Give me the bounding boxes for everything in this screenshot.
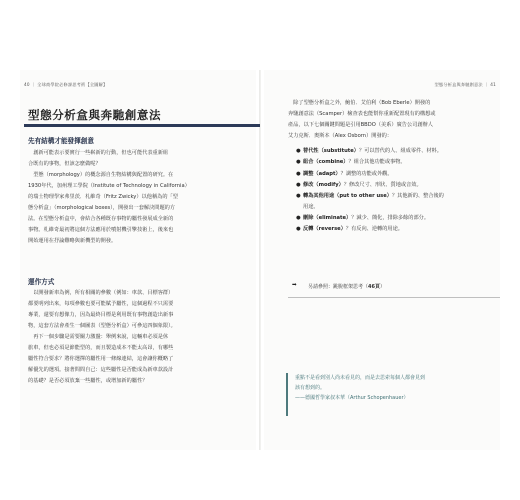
section-heading-how-it-works: 運作方式 <box>28 278 55 286</box>
section1-body <box>28 148 190 247</box>
bullet-dot-icon: ● <box>296 148 301 154</box>
scamper-item <box>296 191 503 213</box>
body-text-line: 都要明列出來，每項參數也要可能賦予屬性，這個過程不只需要 <box>28 301 174 307</box>
scamper-description: ？組合其他功能或事物。 <box>348 159 406 166</box>
scamper-term: 組合（combine） <box>303 159 349 166</box>
scamper-description: ？減少、簡化，排除多餘的部分。 <box>351 215 430 222</box>
right-running-head: 型態分析盒與奔馳創意法 ｜ 41 <box>434 82 496 87</box>
cross-reference <box>288 282 500 296</box>
scamper-term: 修改（modify） <box>303 181 344 188</box>
section-heading-structure: 先有結構才能發揮創意 <box>28 137 94 145</box>
scamper-term: 調整（adapt） <box>303 170 341 177</box>
bullet-dot-icon: ● <box>296 181 301 188</box>
chapter-title: 型態分析盒與奔馳創意法 <box>28 108 162 122</box>
body-text-line: 開始運用在抒論難略與新機型的開發。 <box>28 238 117 244</box>
quote-line: 重點不是看到別人尚未看見的，而是去思索每個人都會見到 <box>295 375 426 381</box>
scamper-description-continued: 用途。 <box>303 204 319 211</box>
body-text-line: 產品，以下七個關鍵問題是引用BBDO（美系）廣告公司創辦人 <box>288 122 433 128</box>
left-running-head: 40 ｜ 全球商學院必修課思考術【全圖解】 <box>24 82 108 87</box>
body-text-line: 物，這套方法會產生一個圖表（型態分析盒）可參這四個象限）。 <box>28 323 176 329</box>
scamper-item <box>296 169 503 180</box>
body-text-line: 合既有的事物，但該怎麼做呢？ <box>28 161 101 167</box>
bullet-dot-icon: ● <box>296 215 301 222</box>
section2-body <box>28 288 176 387</box>
bullet-dot-icon: ● <box>296 170 301 177</box>
cross-reference-page: 46頁 <box>368 284 380 290</box>
body-text-line: 解優先的選項。接著問問自己：這些屬性是否能成為新車款設計 <box>28 367 174 373</box>
bullet-dot-icon: ● <box>296 226 301 233</box>
scamper-term: 替代性（substitute） <box>303 148 359 154</box>
scamper-item <box>296 157 503 168</box>
scamper-description: ？有反向、逆轉的用途。 <box>345 226 403 233</box>
scamper-description: ？可以替代的人、組成零件、材料。 <box>358 148 442 154</box>
body-text-line: 除了型態分析盒之外，鮑伯．艾伯利（Bob Eberle）開發的 <box>288 100 431 106</box>
body-text-line: 屬性符合要求？將你選擇的屬性用一條線連結，這會讓你概略了 <box>28 356 174 362</box>
scamper-term: 轉為其他用途（put to other use） <box>303 193 392 200</box>
scamper-item <box>296 146 503 157</box>
scamper-term: 反轉（reverse） <box>303 226 346 233</box>
chapter-title-rule <box>24 124 260 127</box>
left-page <box>20 70 256 450</box>
scamper-item <box>296 213 503 224</box>
body-text-line: 創新可能表示要實行一些嶄新的行動，但也可能代表重新組 <box>28 150 169 156</box>
quote-line: ——德國哲學家叔本華（Arthur Schopenhauer） <box>295 395 409 401</box>
bullet-dot-icon: ● <box>296 193 301 200</box>
scamper-term: 刪除（eliminate） <box>303 215 352 222</box>
body-text-line: 再下一個步驟是需要關力激盪：舉例來說，這輛車必須是休 <box>28 334 169 340</box>
body-text-line: 事物。札維奇最初將這個方法應用於噴射機引擎技術上，後來也 <box>28 227 174 233</box>
body-text-line: 專業，還要有想像力，因為最終目標是利用既有事物創造出新事 <box>28 312 174 318</box>
body-text-line: 奔馳創意法（Scamper）檢查表也能幫你重新配置現有的構想或 <box>288 111 436 117</box>
cross-reference-text: 另請參照：跳脫框架思考（46頁） <box>308 284 385 290</box>
body-text-line: 旅車，但也必須是節能型的，而且製造成本不能太高昂，有哪些 <box>28 345 174 351</box>
scamper-questions-list <box>296 146 503 236</box>
quote-line: 該有想到的。 <box>295 385 326 391</box>
scamper-item <box>296 180 503 191</box>
book-gutter <box>259 70 261 450</box>
arrow-right-icon: ➡ <box>292 282 297 288</box>
body-text-line: 的瑞士物理學家弗里茨．札維奇（Fritz Zwicky）以他稱為的「型 <box>28 194 178 200</box>
body-text-line: 法。在型態分析盒中，會結合各種既存事物的屬性發展成全新的 <box>28 216 174 222</box>
scamper-description: ？其他新的、整合後的 <box>391 193 444 200</box>
body-text-line: 以開發新車為例，所有相關的參數（例如：車款、目標客群） <box>28 290 174 296</box>
scamper-item <box>296 224 503 235</box>
body-text-line: 1930年代，加州理工學院（Institute of Technology in California） <box>28 183 190 189</box>
cross-reference-rule <box>288 297 500 298</box>
body-text-line: 態分析盒」（morphological boxes），開發出一套解決問題的方 <box>28 205 176 211</box>
body-text-line: 型態（morphology）的概念源自生物結構與配置的研究。在 <box>28 172 174 178</box>
bullet-dot-icon: ● <box>296 159 301 166</box>
scamper-description: ？調整的功能或外觀。 <box>340 170 393 177</box>
schopenhauer-quote <box>286 373 509 416</box>
body-text-line: 艾力克斯．奧斯本（Alex Osborn）開發的： <box>288 133 393 139</box>
scamper-description: ？修改尺寸、形狀、質地或音效。 <box>343 181 422 188</box>
right-intro-body <box>288 98 436 142</box>
body-text-line: 的基礎？是否必須放棄一些屬性，或增加新的屬性？ <box>28 378 148 384</box>
